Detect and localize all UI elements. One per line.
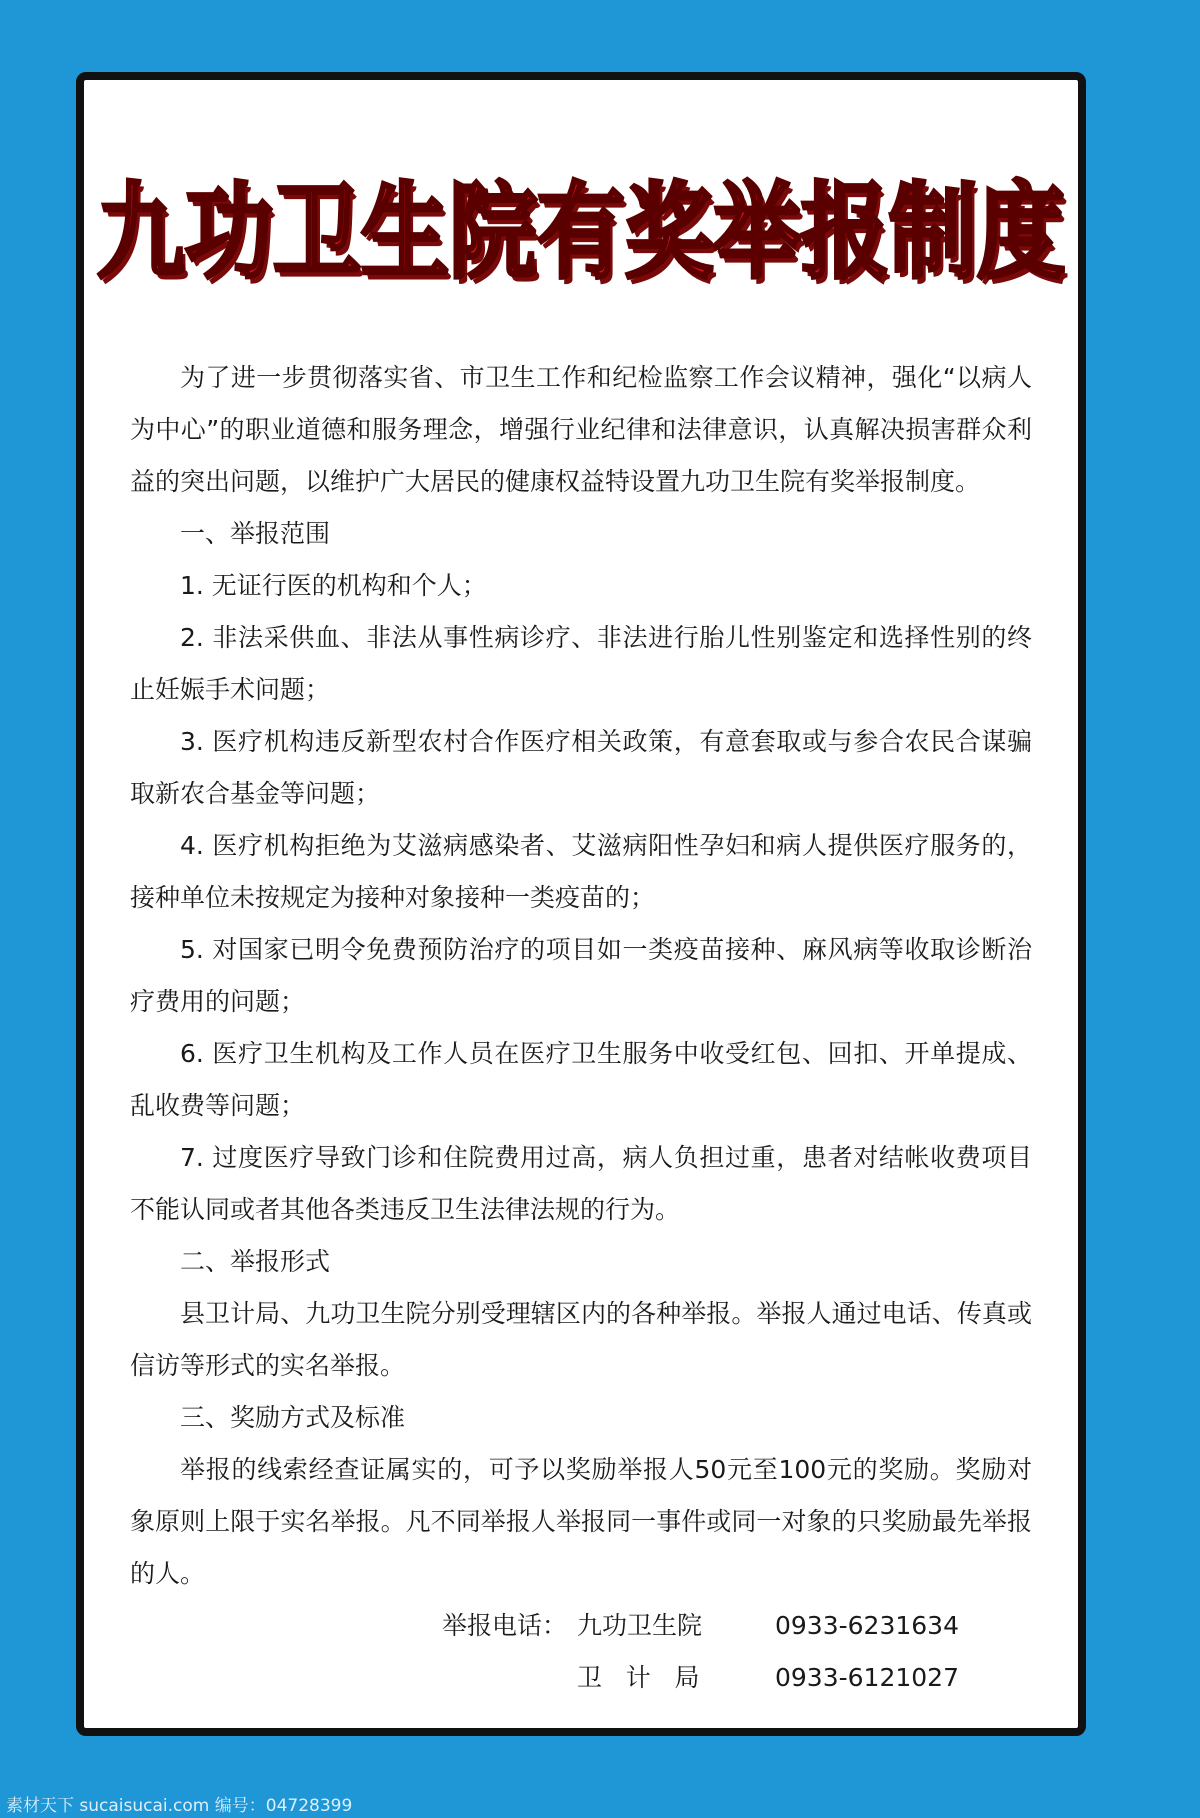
contact-label: 举报电话： [442,1611,568,1640]
section-heading-reward: 三、奖励方式及标准 [180,1403,406,1432]
contact-phone: 0933-6231634 [775,1611,959,1640]
scope-item-5: 5. 对国家已明令免费预防治疗的项目如一类疫苗接种、麻风病等收取诊断治疗费用的问题； [130,935,1032,1016]
contact-row [442,1600,959,1652]
notice-board [76,72,1086,1736]
intro-paragraph: 为了进一步贯彻落实省、市卫生工作和纪检监察工作会议精神，强化“以病人为中心”的职业道德和服务理念，增强行业纪律和法律意识，认真解决损害群众利益的突出问题，以维护广大居民的健康权益特设置九功卫生院有奖举报制度。 [130,363,1032,496]
watermark: 素材天下 sucaisucai.com 编号：04728399 [6,1796,353,1816]
scope-item-3: 3. 医疗机构违反新型农村合作医疗相关政策，有意套取或与参合农民合谋骗取新农合基金等问题； [130,727,1032,808]
section-heading-form: 二、举报形式 [180,1247,331,1276]
section-heading-scope: 一、举报范围 [180,519,331,548]
contact-label-spacer [442,1652,577,1704]
notice-body [130,352,1032,1600]
contact-row [442,1652,959,1704]
contact-phone: 0933-6121027 [775,1663,959,1692]
notice-title: 九功卫生院有奖举报制度 [96,171,1065,293]
scope-item-4: 4. 医疗机构拒绝为艾滋病感染者、艾滋病阳性孕妇和病人提供医疗服务的，接种单位未按规定为接种对象接种一类疫苗的； [130,831,1032,912]
scope-item-2: 2. 非法采供血、非法从事性病诊疗、非法进行胎儿性别鉴定和选择性别的终止妊娠手术问题； [130,623,1032,704]
contact-org: 卫计局 [577,1663,724,1692]
scope-item-1: 1. 无证行医的机构和个人； [180,571,487,600]
scope-item-6: 6. 医疗卫生机构及工作人员在医疗卫生服务中收受红包、回扣、开单提成、乱收费等问题； [130,1039,1032,1120]
reward-paragraph: 举报的线索经查证属实的，可予以奖励举报人50元至100元的奖励。奖励对象原则上限于实名举报。凡不同举报人举报同一事件或同一对象的只奖励最先举报的人。 [130,1455,1032,1588]
contact-block [442,1600,959,1704]
form-paragraph: 县卫计局、九功卫生院分别受理辖区内的各种举报。举报人通过电话、传真或信访等形式的实名举报。 [130,1299,1032,1380]
contact-org: 九功卫生院 [577,1611,703,1640]
scope-item-7: 7. 过度医疗导致门诊和住院费用过高，病人负担过重，患者对结帐收费项目不能认同或者其他各类违反卫生法律法规的行为。 [130,1143,1032,1224]
